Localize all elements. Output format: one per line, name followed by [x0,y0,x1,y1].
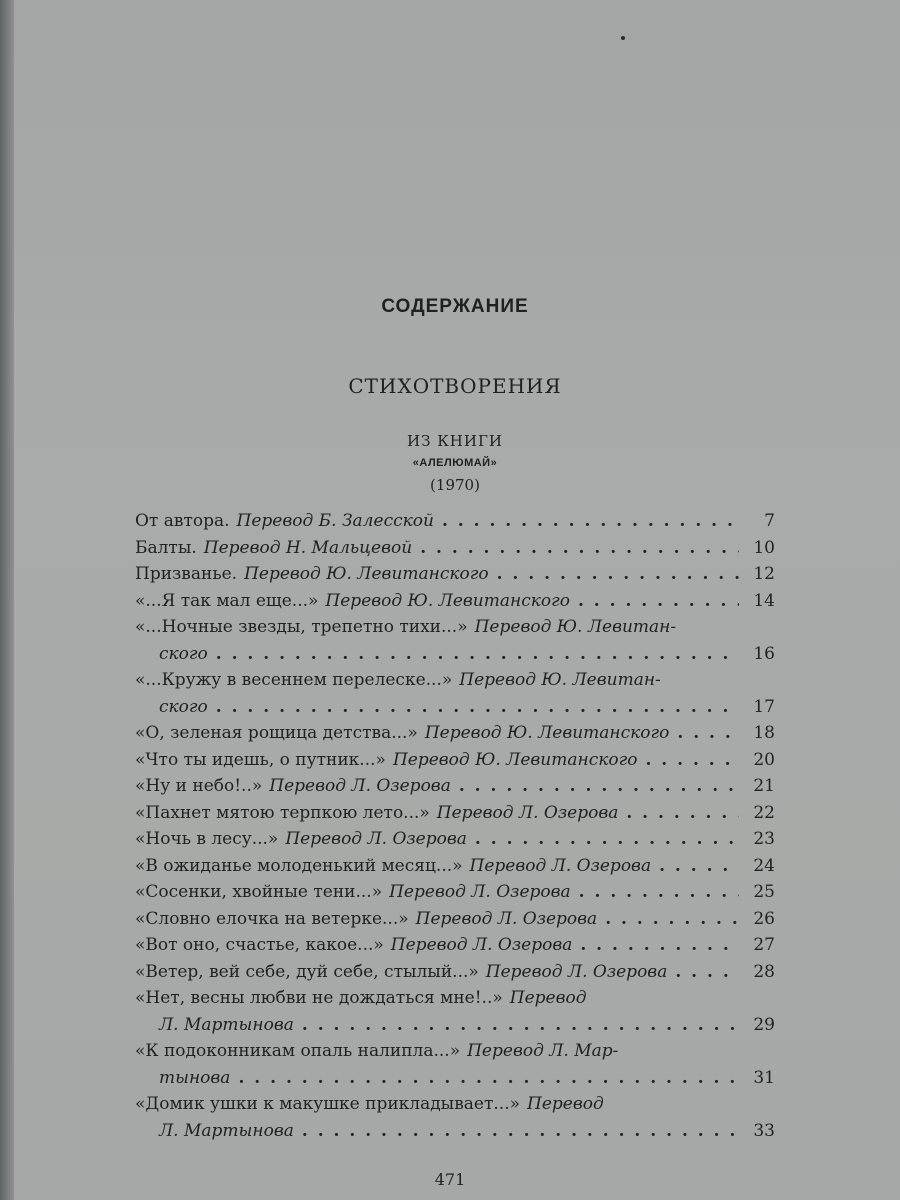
contents-heading: СОДЕРЖАНИЕ [381,296,529,317]
toc-entry-translator: Перевод Л. Озерова [390,935,573,955]
toc-entry-page: 20 [753,749,775,770]
book-year: (1970) [430,476,480,494]
toc-entry-title: «В ожиданье молоденький месяц...» [135,855,463,876]
toc-entry [135,1038,775,1091]
dot-leader [669,720,739,747]
toc-entry-page: 17 [753,696,775,717]
toc-entry-translator: Перевод Л. Озерова [415,908,598,929]
toc-entry-translator-cont: ского [159,696,208,717]
toc-entry-page: 24 [753,855,775,876]
toc-entry-translator: Перевод [527,1094,604,1114]
toc-entry-title: «К подоконникам опаль налипла...» [135,1041,461,1061]
toc-entry-page: 18 [753,723,775,743]
toc-entry-translator: Перевод Л. Озерова [485,961,668,982]
toc-entry-page: 28 [753,961,775,982]
toc-entry-page: 16 [753,643,775,664]
toc-entry-translator-cont: ского [159,643,208,664]
toc-entry-page: 22 [753,802,775,823]
toc-entry-title: «Пахнет мятою терпкою лето...» [135,802,430,823]
dot-leader [412,535,739,562]
ink-speck [621,36,625,40]
toc-entry [135,959,775,986]
toc-entry-title: «Вот оно, счастье, какое...» [135,935,384,955]
toc-entry-title: «...Ночные звезды, трепетно тихи...» [135,617,468,637]
toc-entry-translator: Перевод Л. Мар- [467,1041,619,1061]
toc-entry-page: 31 [753,1067,775,1088]
toc-entry [135,800,775,827]
toc-entry-translator: Перевод Ю. Левитан- [459,670,661,690]
page-edge [0,0,14,1200]
toc-entry [135,588,775,615]
dot-leader [451,773,739,800]
toc-entry-page: 33 [753,1120,775,1141]
dot-leader [667,959,739,986]
toc-entry-translator: Перевод Ю. Левитанского [325,590,570,611]
dot-leader [467,826,739,853]
toc-entry-translator: Перевод Л. Озерова [389,882,571,902]
toc-entry-translator: Перевод Н. Мальцевой [203,537,413,558]
toc-entry [135,535,775,562]
toc-entry [135,747,775,774]
toc-entry-translator: Перевод Б. Залесской [236,511,434,531]
toc-entry-page: 26 [753,908,775,929]
dot-leader [597,906,739,933]
table-of-contents [135,508,775,1144]
toc-entry-translator: Перевод Л. Озерова [436,802,619,823]
toc-entry-page: 7 [764,511,775,531]
toc-entry-title: «...Кружу в весеннем перелеске...» [135,670,453,690]
toc-entry-page: 14 [753,590,775,611]
toc-entry-title: «Ночь в лесу...» [135,829,279,849]
toc-entry-title: «Ветер, вей себе, дуй себе, стылый...» [135,961,479,982]
toc-entry [135,906,775,933]
toc-entry [135,773,775,800]
toc-entry-translator: Перевод Ю. Левитан- [474,617,677,637]
book-prefix: ИЗ КНИГИ [407,432,503,450]
toc-entry-translator-cont: тынова [159,1067,231,1088]
toc-entry-title: «Что ты идешь, о путник...» [135,749,386,770]
toc-entry-page: 25 [753,882,775,902]
dot-leader [208,641,739,668]
toc-entry [135,932,775,959]
toc-entry-page: 27 [753,935,775,955]
dot-leader [618,800,739,827]
toc-entry-title: «Нет, весны любви не дождаться мне!..» [135,988,503,1008]
toc-entry-page: 21 [753,776,775,796]
toc-entry [135,985,775,1038]
toc-entry-title: «О, зеленая рощица детства...» [135,723,418,743]
book-title: «АЛЕЛЮМАЙ» [412,457,498,469]
toc-entry-title: Призванье. [135,564,238,584]
toc-entry [135,879,775,906]
toc-entry-translator: Перевод Л. Озерова [285,829,467,849]
dot-leader [208,694,739,721]
toc-entry-translator: Перевод [509,988,587,1008]
dot-leader [230,1065,739,1092]
dot-leader [294,1012,739,1039]
dot-leader [294,1118,739,1145]
toc-entry-translator: Перевод Л. Озерова [269,776,451,796]
dot-leader [570,588,739,615]
toc-entry-title: «...Я так мал еще...» [135,590,319,611]
toc-entry [135,667,775,720]
toc-entry-title: «Сосенки, хвойные тени...» [135,882,383,902]
toc-entry-translator: Перевод Ю. Левитанского [244,564,489,584]
toc-entry-translator: Перевод Ю. Левитанского [392,749,638,770]
toc-entry-translator: Перевод Л. Озерова [469,855,652,876]
toc-entry-title: «Словно елочка на ветерке...» [135,908,409,929]
toc-entry [135,1091,775,1144]
dot-leader [651,853,739,880]
toc-entry-title: «Ну и небо!..» [135,776,263,796]
dot-leader [571,879,739,906]
toc-entry-page: 12 [753,564,775,584]
dot-leader [434,508,739,535]
toc-entry-title: Балты. [135,537,197,558]
section-heading: СТИХОТВОРЕНИЯ [348,374,562,398]
toc-entry-page: 10 [753,537,775,558]
toc-entry-translator: Перевод Ю. Левитанского [424,723,670,743]
toc-entry [135,720,775,747]
toc-entry [135,561,775,588]
toc-entry-translator-cont: Л. Мартынова [159,1014,294,1035]
toc-entry-page: 29 [753,1014,775,1035]
page-number: 471 [434,1170,466,1189]
toc-entry-title: «Домик ушки к макушке прикладывает...» [135,1094,520,1114]
toc-entry [135,826,775,853]
toc-entry [135,853,775,880]
toc-entry [135,508,775,535]
dot-leader [489,561,739,588]
dot-leader [572,932,739,959]
toc-entry [135,614,775,667]
toc-entry-page: 23 [753,829,775,849]
toc-entry-title: От автора. [135,511,230,531]
toc-entry-translator-cont: Л. Мартынова [159,1120,294,1141]
dot-leader [637,747,739,774]
